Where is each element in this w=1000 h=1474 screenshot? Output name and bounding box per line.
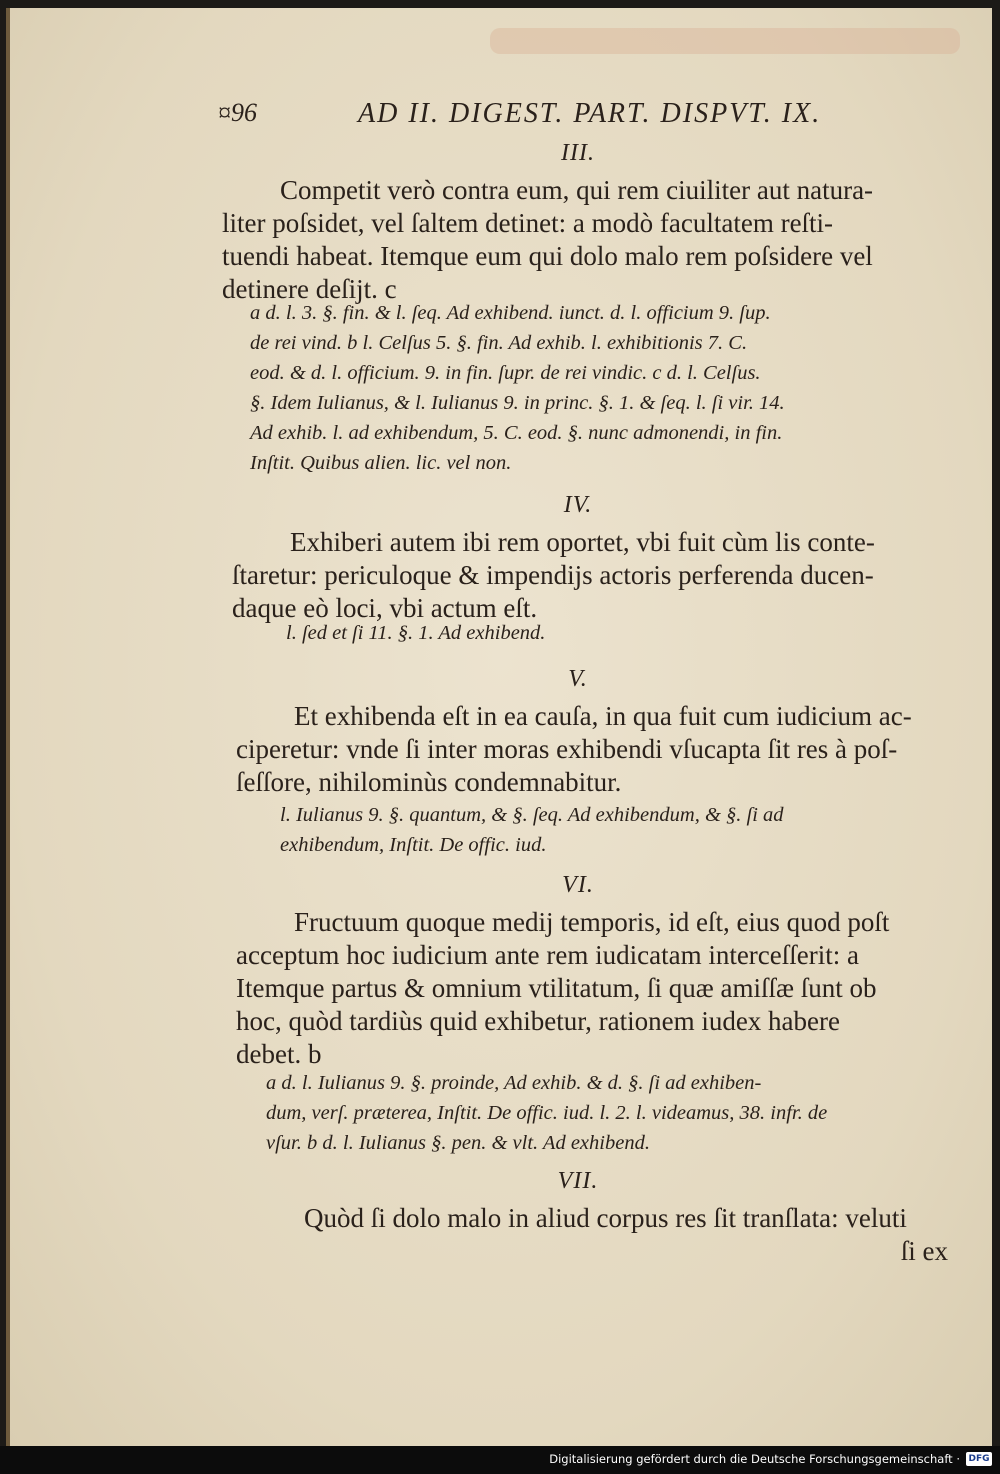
footnote-block <box>280 800 920 860</box>
body-line: Competit verò contra eum, qui rem ciuiliter aut natura- <box>280 175 874 205</box>
body-line: Exhiberi autem ibi rem oportet, vbi fuit cùm lis conte- <box>290 527 875 557</box>
footer-credit: Digitalisierung gefördert durch die Deutsche Forschungsgemeinschaft · <box>549 1452 960 1466</box>
body-line: ſtaretur: periculoque & impendijs actoris perferenda ducen- <box>232 560 874 590</box>
page-number: ¤96 <box>218 98 257 127</box>
section-body <box>236 700 946 799</box>
footnote-block <box>286 618 886 648</box>
section-number: VI. <box>562 872 594 898</box>
section-number: VII. <box>557 1168 599 1194</box>
footnote-line: eod. & d. l. officium. 9. in fin. ſupr. de rei vindic. c d. l. Celſus. <box>250 362 761 384</box>
section-body <box>232 526 940 625</box>
footnote-line: a d. l. 3. §. fin. & l. ſeq. Ad exhibend. iunct. d. l. officium 9. ſup. <box>250 302 771 324</box>
body-line: Itemque partus & omnium vtilitatum, ſi quæ amiſſæ ſunt ob <box>236 973 877 1003</box>
body-line: ſeſſore, nihilominùs condemnabitur. <box>236 767 622 797</box>
body-line: ſi ex <box>900 1236 948 1266</box>
page-header <box>218 96 838 136</box>
body-line: Fructuum quoque medij temporis, id eſt, eius quod poſt <box>294 907 890 937</box>
section-number: IV. <box>563 492 593 518</box>
body-line: daque eò loci, vbi actum eſt. <box>232 593 538 623</box>
section-body <box>246 1202 948 1268</box>
footnote-line: §. Idem Iulianus, & l. Iulianus 9. in princ. §. 1. & ſeq. l. ſi vir. 14. <box>250 392 785 414</box>
body-line: ciperetur: vnde ſi inter moras exhibendi vſucapta ſit res à poſ- <box>236 734 898 764</box>
body-line: tuendi habeat. Itemque eum qui dolo malo rem poſsidere vel <box>222 241 873 271</box>
body-line: liter poſsidet, vel ſaltem detinet: a modò facultatem reſti- <box>222 208 834 238</box>
footnote-line: dum, verſ. præterea, Inſtit. De offic. iud. l. 2. l. videamus, 38. infr. de <box>266 1102 828 1124</box>
body-line: detinere deſijt. c <box>222 274 397 304</box>
footnote-line: exhibendum, Inſtit. De offic. iud. <box>280 834 547 856</box>
footnote-line: Inſtit. Quibus alien. lic. vel non. <box>250 452 512 474</box>
digitization-footer <box>0 1446 1000 1474</box>
running-title: AD II. DIGEST. PART. DISPVT. IX. <box>358 98 822 129</box>
footnote-block <box>266 1068 930 1158</box>
footnote-line: vſur. b d. l. Iulianus §. pen. & vlt. Ad exhibend. <box>266 1132 650 1154</box>
footnote-line: l. Iulianus 9. §. quantum, & §. ſeq. Ad exhibendum, & §. ſi ad <box>280 804 784 826</box>
section-number: V. <box>568 666 588 692</box>
section-body <box>222 174 940 306</box>
footnote-block <box>250 298 930 478</box>
body-line: Quòd ſi dolo malo in aliud corpus res ſit tranſlata: veluti <box>304 1203 907 1233</box>
body-line: Et exhibenda eſt in ea cauſa, in qua fuit cum iudicium ac- <box>294 701 912 731</box>
page-stain <box>490 28 960 54</box>
body-line: acceptum hoc iudicium ante rem iudicatam interceſſerit: a <box>236 940 859 970</box>
section-number: III. <box>561 140 595 166</box>
body-line: hoc, quòd tardiùs quid exhibetur, rationem iudex habere <box>236 1006 840 1036</box>
section-body <box>236 906 948 1071</box>
footnote-line: de rei vind. b l. Celſus 5. §. fin. Ad exhib. l. exhibitionis 7. C. <box>250 332 748 354</box>
book-page <box>6 8 992 1446</box>
footnote-line: a d. l. Iulianus 9. §. proinde, Ad exhib. & d. §. ſi ad exhiben- <box>266 1072 762 1094</box>
body-line: debet. b <box>236 1039 322 1069</box>
footnote-line: l. ſed et ſi 11. §. 1. Ad exhibend. <box>286 622 546 644</box>
footnote-line: Ad exhib. l. ad exhibendum, 5. C. eod. §. nunc admonendi, in fin. <box>250 422 783 444</box>
dfg-logo-icon: DFG <box>966 1452 992 1466</box>
